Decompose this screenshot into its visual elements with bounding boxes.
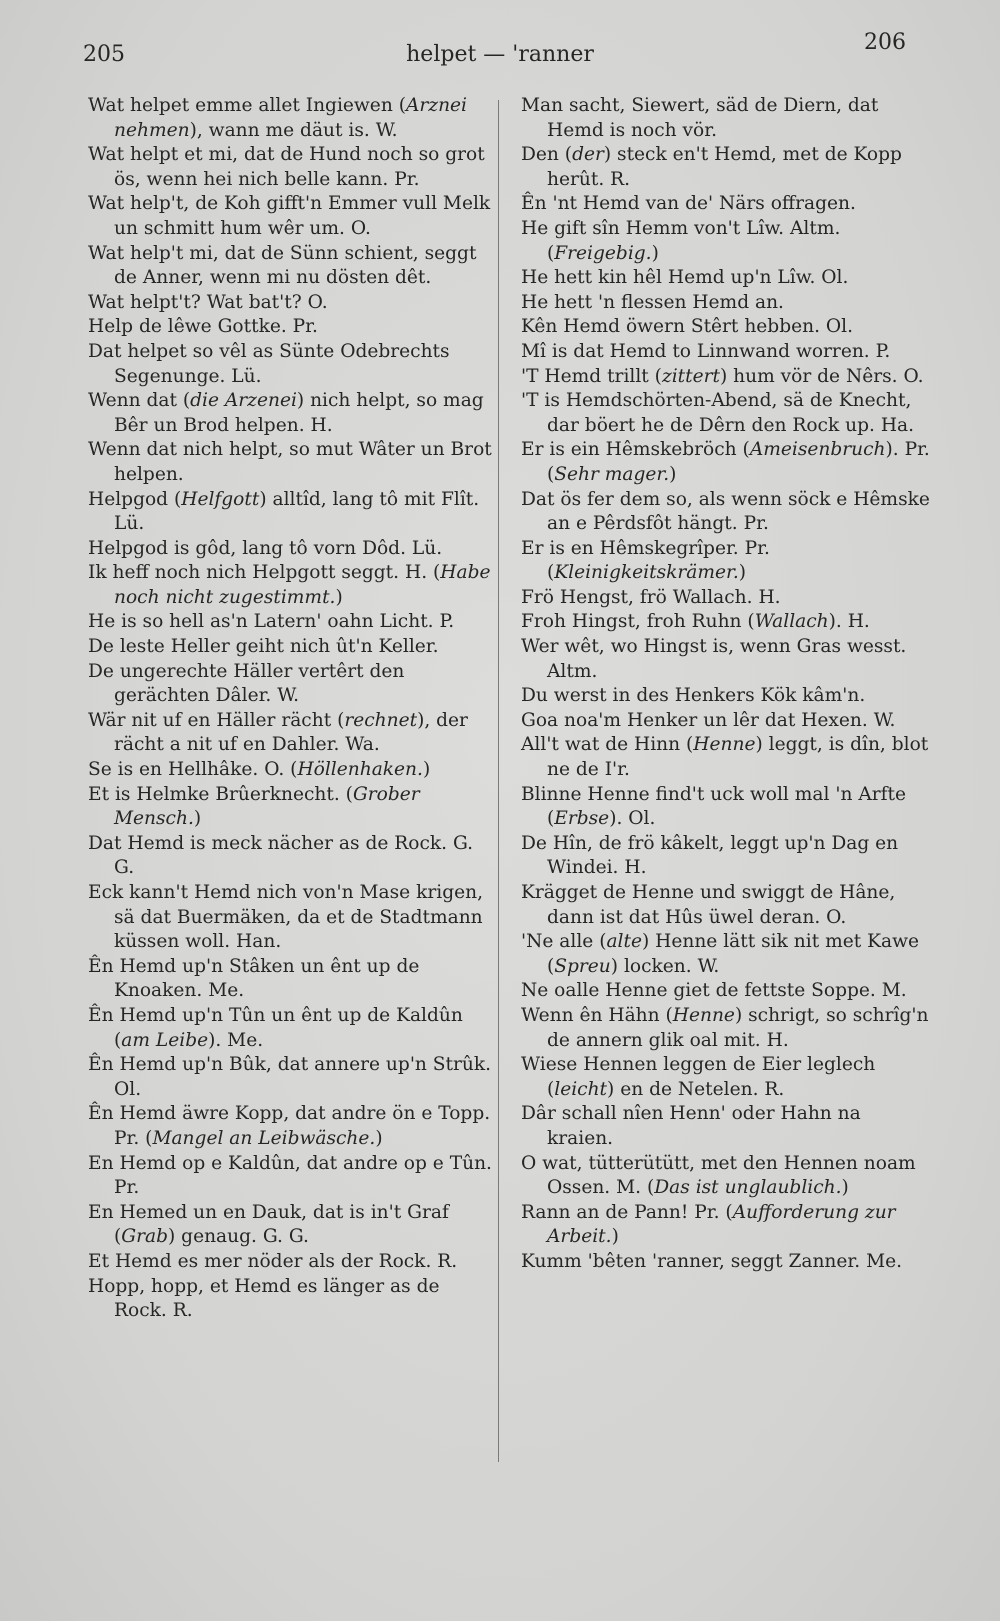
proverb-entry: Kên Hemd öwern Stêrt hebben. Ol. <box>521 316 853 338</box>
left-column <box>88 94 493 1324</box>
proverb-entry: Rann an de Pann! Pr. (Aufforderung zur Arbeit.) <box>521 1201 896 1248</box>
proverb-entry: Du werst in des Henkers Kök kâm'n. <box>521 685 866 707</box>
proverb-entry: Frö Hengst, frö Wallach. H. <box>521 586 781 608</box>
proverb-entry: Hopp, hopp, et Hemd es länger as de Rock. R. <box>88 1275 440 1322</box>
proverb-entry: He gift sîn Hemm von't Lîw. Altm. (Freigebig.) <box>521 217 841 264</box>
running-title: helpet — 'ranner <box>406 42 594 67</box>
proverb-entry: Blinne Henne find't uck woll mal 'n Arfte (Erbse). Ol. <box>521 783 907 830</box>
page-number-right: 206 <box>864 30 906 55</box>
proverb-entry: Ên Hemd äwre Kopp, dat andre ön e Topp. Pr. (Mangel an Leibwäsche.) <box>88 1103 491 1149</box>
proverb-entry: De ungerechte Häller vertêrt den gerächten Dâler. W. <box>88 660 405 707</box>
proverb-entry: Dat helpet so vêl as Sünte Odebrechts Segenunge. Lü. <box>88 340 450 387</box>
proverb-entry: Wiese Hennen leggen de Eier leglech (leicht) en de Netelen. R. <box>521 1054 876 1100</box>
proverb-entry: Helpgod is gôd, lang tô vorn Dôd. Lü. <box>88 537 443 559</box>
proverb-entry: Ên Hemd up'n Stâken un ênt up de Knoaken. Me. <box>88 955 420 1002</box>
proverb-entry: Ik heff noch nich Helpgott seggt. H. (Habe noch nicht zugestimmt.) <box>88 562 491 608</box>
proverb-entry: Goa noa'm Henker un lêr dat Hexen. W. <box>521 709 896 731</box>
proverb-entry: Ne oalle Henne giet de fettste Soppe. M. <box>521 980 907 1002</box>
right-column <box>521 94 931 1275</box>
proverb-entry: Den (der) steck en't Hemd, met de Kopp herût. R. <box>521 144 902 190</box>
proverb-entry: He hett kin hêl Hemd up'n Lîw. Ol. <box>521 267 849 289</box>
proverb-entry: Krägget de Henne und swiggt de Hâne, dann ist dat Hûs üwel deran. O. <box>521 882 896 928</box>
proverb-entry: O wat, tütterütütt, met den Hennen noam Ossen. M. (Das ist unglaublich.) <box>521 1152 916 1199</box>
proverb-entry: Eck kann't Hemd nich von'n Mase krigen, sä dat Buermäken, da et de Stadtmann küssen woll. Han. <box>88 882 483 953</box>
proverb-entry: 'Ne alle (alte) Henne lätt sik nit met Kawe (Spreu) locken. W. <box>521 931 919 977</box>
proverb-entry: Er is ein Hêmskebröch (Ameisenbruch). Pr. (Sehr mager.) <box>521 439 930 485</box>
proverb-entry: He is so hell as'n Latern' oahn Licht. P. <box>88 611 455 633</box>
proverb-entry: Wär nit uf en Häller rächt (rechnet), der rächt a nit uf en Dahler. Wa. <box>88 709 468 756</box>
proverb-entry: Wat helpet emme allet Ingiewen (Arznei nehmen), wann me däut is. W. <box>88 95 468 141</box>
proverb-entry: He hett 'n flessen Hemd an. <box>521 291 784 313</box>
proverb-entry: De leste Heller geiht nich ût'n Keller. <box>88 636 439 658</box>
proverb-entry: 'T is Hemdschörten-Abend, sä de Knecht, dar böert he de Dêrn den Rock up. Ha. <box>521 390 915 436</box>
proverb-entry: Mî is dat Hemd to Linnwand worren. P. <box>521 340 891 362</box>
proverb-entry: All't wat de Hinn (Henne) leggt, is dîn, blot ne de I'r. <box>521 734 929 781</box>
proverb-entry: Er is en Hêmskegrîper. Pr. (Kleinigkeitskrämer.) <box>521 537 770 584</box>
proverb-entry: Se is en Hellhâke. O. (Höllenhaken.) <box>88 759 431 781</box>
proverb-entry: Helpgod (Helfgott) alltîd, lang tô mit Flît. Lü. <box>88 488 480 535</box>
proverb-entry: Wenn ên Hähn (Henne) schrigt, so schrîg'n de annern glik oal mit. H. <box>521 1004 929 1051</box>
proverb-entry: Dat ös fer dem so, als wenn söck e Hêmske an e Pêrdsfôt hängt. Pr. <box>521 488 930 535</box>
proverb-entry: En Hemd op e Kaldûn, dat andre op e Tûn. Pr. <box>88 1152 492 1199</box>
proverb-entry: Wenn dat (die Arzenei) nich helpt, so mag Bêr un Brod helpen. H. <box>88 390 484 436</box>
proverb-entry: Ên 'nt Hemd van de' Närs offragen. <box>521 193 856 215</box>
proverb-entry: Froh Hingst, froh Ruhn (Wallach). H. <box>521 611 870 633</box>
page-number-left: 205 <box>83 42 125 67</box>
proverb-entry: 'T Hemd trillt (zittert) hum vör de Nêrs. O. <box>521 365 924 387</box>
proverb-entry: De Hîn, de frö kâkelt, leggt up'n Dag en Windei. H. <box>521 832 899 879</box>
proverb-entry: Wat help't mi, dat de Sünn schient, seggt de Anner, wenn mi nu dösten dêt. <box>88 242 477 289</box>
proverb-entry: Et Hemd es mer nöder als der Rock. R. <box>88 1250 458 1272</box>
proverb-entry: Et is Helmke Brûerknecht. (Grober Mensch.) <box>88 783 420 830</box>
proverb-entry: Ên Hemd up'n Bûk, dat annere up'n Strûk. Ol. <box>88 1054 492 1100</box>
proverb-entry: Help de lêwe Gottke. Pr. <box>88 316 318 338</box>
column-divider <box>498 100 499 1462</box>
proverb-entry: Wat helpt et mi, dat de Hund noch so grot ös, wenn hei nich belle kann. Pr. <box>88 144 485 190</box>
proverb-entry: Man sacht, Siewert, säd de Diern, dat Hemd is noch vör. <box>521 95 879 141</box>
proverb-entry: Ên Hemd up'n Tûn un ênt up de Kaldûn (am Leibe). Me. <box>88 1004 463 1051</box>
proverb-entry: Wat help't, de Koh gifft'n Emmer vull Melk un schmitt hum wêr um. O. <box>88 193 491 239</box>
proverb-entry: En Hemed un en Dauk, dat is in't Graf (Grab) genaug. G. G. <box>88 1201 449 1248</box>
proverb-entry: Wer wêt, wo Hingst is, wenn Gras wesst. Altm. <box>521 636 907 682</box>
proverb-entry: Kumm 'bêten 'ranner, seggt Zanner. Me. <box>521 1250 903 1272</box>
proverb-entry: Dat Hemd is meck nächer as de Rock. G. G. <box>88 832 474 879</box>
proverb-entry: Wat helpt't? Wat bat't? O. <box>88 291 328 313</box>
proverb-entry: Wenn dat nich helpt, so mut Wâter un Brot helpen. <box>88 439 492 485</box>
proverb-entry: Dâr schall nîen Henn' oder Hahn na kraien. <box>521 1103 861 1149</box>
